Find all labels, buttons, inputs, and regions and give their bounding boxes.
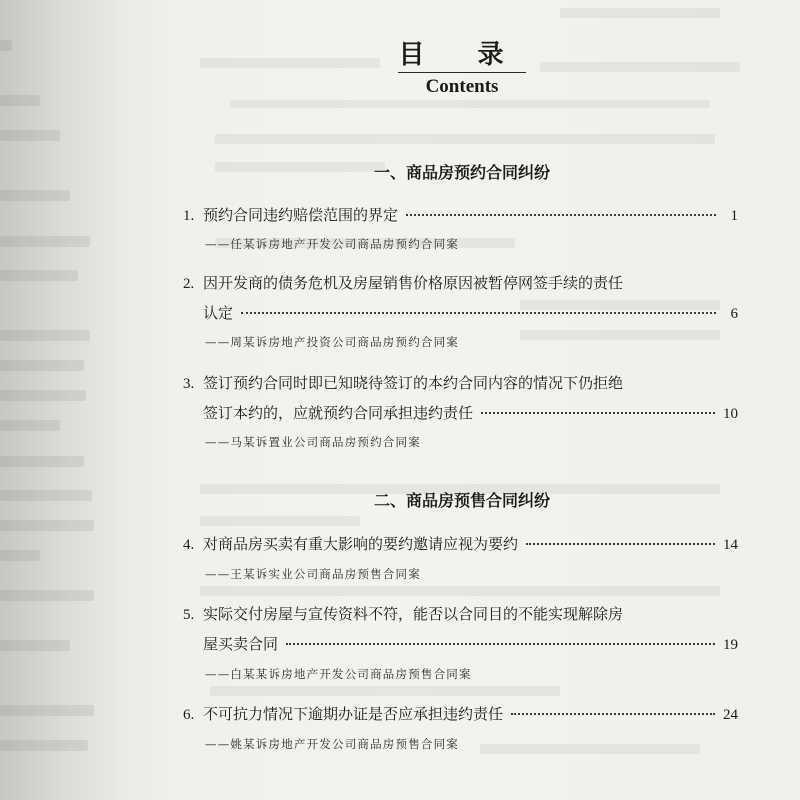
section-heading: 二、商品房预售合同纠纷 (373, 491, 550, 510)
entry-number: 5. (183, 607, 195, 623)
entry-page-number: 24 (723, 707, 738, 723)
bleed-through-text (200, 586, 720, 596)
dot-leader (511, 713, 715, 715)
entry-page-number: 10 (723, 406, 738, 422)
entry-case-subtitle: ——马某诉置业公司商品房预约合同案 (205, 435, 421, 449)
entry-title: 实际交付房屋与宣传资料不符，能否以合同目的不能实现解除房 (203, 605, 624, 623)
toc-entry-2-continued[interactable] (203, 302, 738, 324)
dot-leader (481, 412, 715, 414)
bleed-through-text (210, 686, 560, 696)
bleed-through-text (480, 744, 700, 754)
entry-title-continued: 屋买卖合同 (203, 635, 279, 653)
toc-entry-4[interactable] (183, 533, 738, 555)
toc-title-english: Contents (425, 76, 499, 97)
title-divider (398, 72, 526, 73)
bleed-through-text (215, 134, 715, 144)
dot-leader (526, 543, 715, 545)
entry-number: 4. (183, 537, 195, 553)
toc-entry-5-continued[interactable] (203, 633, 738, 655)
entry-case-subtitle: ——任某诉房地产开发公司商品房预约合同案 (205, 237, 459, 251)
bleed-through-text (520, 330, 720, 340)
entry-page-number: 1 (730, 208, 738, 224)
entry-page-number: 6 (730, 306, 738, 322)
entry-case-subtitle: ——白某某诉房地产开发公司商品房预售合同案 (205, 667, 472, 681)
entry-number: 3. (183, 376, 195, 392)
toc-entry-6[interactable] (183, 703, 738, 725)
entry-title: 签订预约合同时即已知晓待签订的本约合同内容的情况下仍拒绝 (203, 374, 624, 392)
entry-title: 因开发商的债务危机及房屋销售价格原因被暂停网签手续的责任 (203, 274, 624, 292)
entry-title: 不可抗力情况下逾期办证是否应承担违约责任 (203, 705, 504, 723)
entry-number: 1. (183, 208, 195, 224)
entry-title-continued: 认定 (203, 304, 234, 322)
bleed-through-text (230, 100, 710, 108)
dot-leader (286, 643, 715, 645)
toc-entry-3[interactable] (183, 372, 738, 394)
toc-title-chinese: 目 录 (398, 40, 526, 70)
entry-title-continued: 签订本约的，应就预约合同承担违约责任 (203, 404, 474, 422)
entry-title: 对商品房买卖有重大影响的要约邀请应视为要约 (203, 535, 519, 553)
bleed-through-text (560, 8, 720, 18)
dot-leader (241, 312, 716, 314)
bleed-through-text (200, 516, 360, 526)
dot-leader (406, 214, 716, 216)
entry-title: 预约合同违约赔偿范围的界定 (203, 206, 399, 224)
entry-page-number: 14 (723, 537, 738, 553)
entry-number: 6. (183, 707, 195, 723)
section-heading: 一、商品房预约合同纠纷 (373, 163, 550, 182)
toc-entry-3-continued[interactable] (203, 402, 738, 424)
toc-entry-2[interactable] (183, 272, 738, 294)
toc-entry-1[interactable] (183, 204, 738, 226)
entry-case-subtitle: ——姚某诉房地产开发公司商品房预售合同案 (205, 737, 459, 751)
toc-entry-5[interactable] (183, 603, 738, 625)
entry-case-subtitle: ——周某诉房地产投资公司商品房预约合同案 (205, 335, 459, 349)
entry-number: 2. (183, 276, 195, 292)
entry-page-number: 19 (723, 637, 738, 653)
entry-case-subtitle: ——王某诉实业公司商品房预售合同案 (205, 567, 421, 581)
